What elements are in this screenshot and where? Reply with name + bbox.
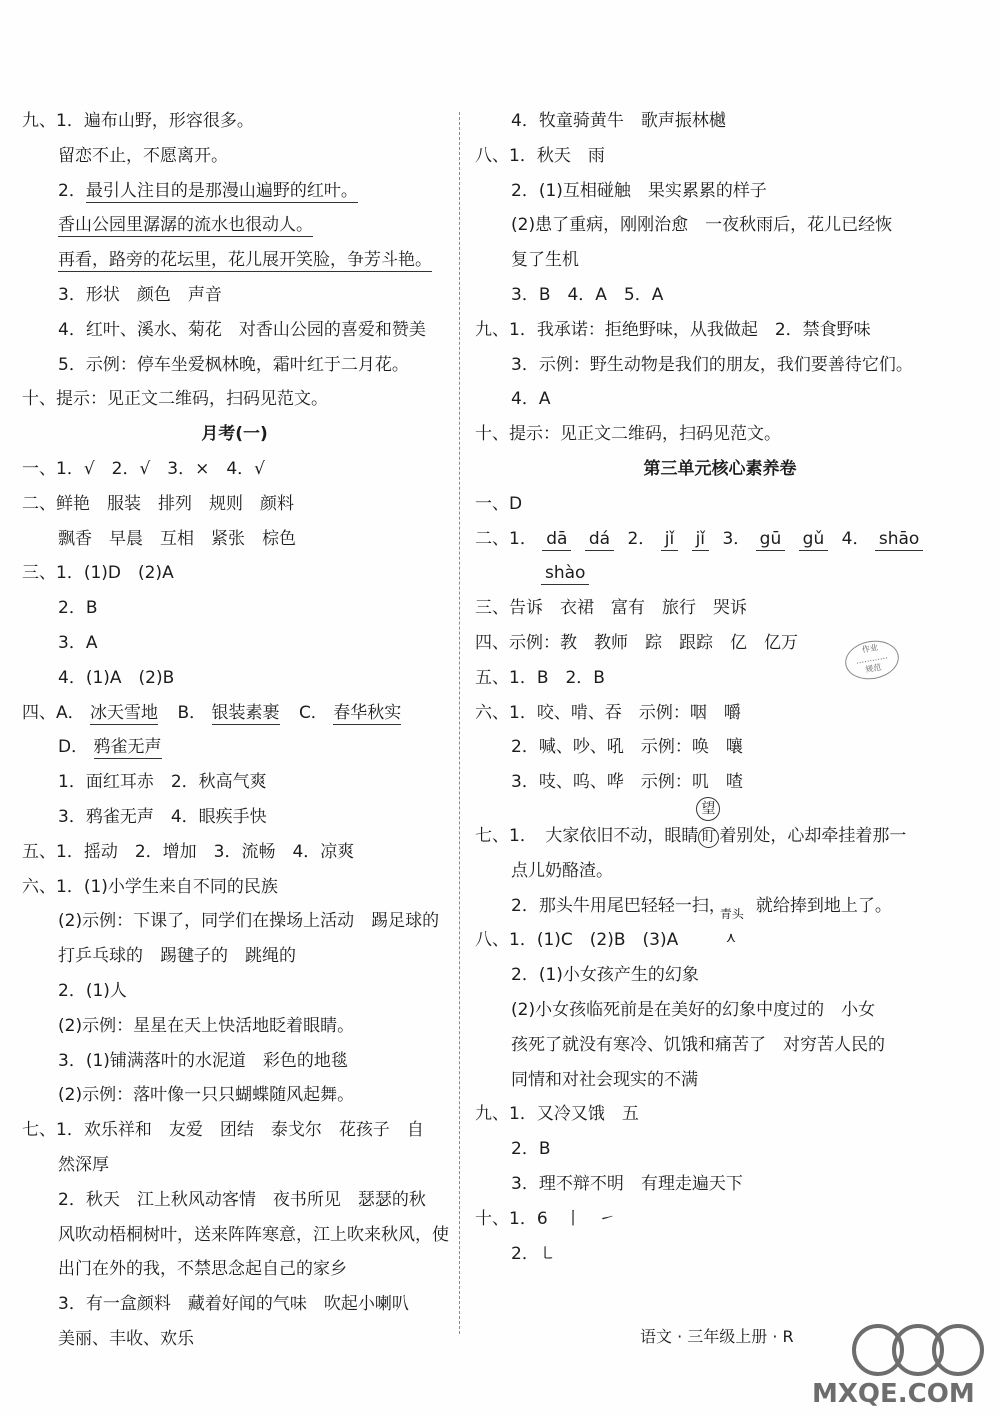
answer-line: 5．示例：停车坐爱枫林晚，霜叶红于二月花。 xyxy=(58,354,409,375)
answer-line: 3．鸦雀无声 4．眼疾手快 xyxy=(58,806,267,827)
answer-line: 五、1．B 2．B xyxy=(475,667,605,688)
answer-line: 九、1．又冷又饿 五 xyxy=(475,1104,639,1125)
section-title: 月考(一) xyxy=(201,424,268,445)
answer-line: 九、1．遍布山野，形容很多。 xyxy=(22,111,254,131)
answer-line: 八、1．(1)C (2)B (3)A xyxy=(475,930,679,951)
pinyin-answer: jǐ xyxy=(661,529,678,551)
answer-line: 2．B xyxy=(511,1139,551,1160)
answer-line: 4．红叶、溪水、菊花 对香山公园的喜爱和赞美 xyxy=(58,319,426,340)
correction-char: 望 xyxy=(696,797,720,821)
answer-line: 美丽、丰收、欢乐 xyxy=(58,1328,194,1349)
sentence-text: 就给捧到地上了。 xyxy=(755,895,892,916)
inserted-chars: 青头 xyxy=(719,906,744,921)
answer-line xyxy=(22,243,447,278)
answer-line xyxy=(22,730,447,765)
right-column xyxy=(475,104,965,1271)
sentence-text: 2．那头牛用尾巴轻轻一扫， xyxy=(511,895,726,916)
underlined-answer: 再看，路旁的花坛里，花儿展开笑脸，争芳斗艳。 xyxy=(58,250,432,271)
option-label: B． xyxy=(177,702,207,723)
answer-line xyxy=(22,208,447,243)
answer-line: 点儿奶酪渣。 xyxy=(511,860,613,881)
left-column xyxy=(22,104,447,1357)
answer-line: 七、1．欢乐祥和 友爱 团结 泰戈尔 花孩子 自 xyxy=(22,1120,424,1141)
answer-line: 3．B 4．A 5．A xyxy=(511,284,664,305)
answer-line: 三、1．(1)D (2)A xyxy=(22,563,174,584)
answer-line: 3．A xyxy=(58,632,98,653)
pinyin-answer: shào xyxy=(541,563,589,585)
answer-line: 飘香 早晨 互相 紧张 棕色 xyxy=(58,528,296,549)
answer-line: 九、1．我承诺：拒绝野味，从我做起 2．禁食野味 xyxy=(475,319,871,340)
answer-line: 三、告诉 衣裙 富有 旅行 哭诉 xyxy=(475,598,747,619)
answer-line: (2)示例：星星在天上快活地眨着眼睛。 xyxy=(58,1015,355,1036)
answer-line: 4．牧童骑黄牛 歌声振林樾 xyxy=(511,111,726,131)
answer-line: 复了生机 xyxy=(511,250,579,271)
answer-line: 十、提示：见正文二维码，扫码见范文。 xyxy=(22,389,328,410)
answer-line: 六、1．(1)小学生来自不同的民族 xyxy=(22,876,278,897)
answer-line: 2．喊、吵、吼 示例：唤 嚷 xyxy=(511,737,743,758)
item-number: 2． xyxy=(58,180,86,201)
answer-line: 4．(1)A (2)B xyxy=(58,667,175,688)
answer-line: 2．秋天 江上秋风动客情 夜书所见 瑟瑟的秋 xyxy=(58,1189,426,1210)
sentence-text: 七、1． 大家依旧不动，眼睛 xyxy=(475,825,699,846)
answer-line: 然深厚 xyxy=(58,1154,109,1175)
option-label: 四、A． xyxy=(22,702,85,723)
answer-line: 十、1．6 丨 ㇀ xyxy=(475,1208,616,1229)
answer-line: 3．理不辩不明 有理走遍天下 xyxy=(511,1173,743,1194)
answer-line: 孩死了就没有寒冷、饥饿和痛苦了 对穷苦人民的 xyxy=(511,1034,885,1055)
underlined-answer: 最引人注目的是那漫山遍野的红叶。 xyxy=(85,180,358,201)
answer-line: (2)示例：落叶像一只只蝴蝶随风起舞。 xyxy=(58,1085,355,1106)
correction-mark xyxy=(698,800,719,854)
answer-line: 2．(1)人 xyxy=(58,980,127,1001)
item-number: 2． xyxy=(627,528,656,549)
answer-line: 2．(1)小女孩产生的幻象 xyxy=(511,965,699,986)
answer-line: 3．有一盒颜料 藏着好闻的气味 吹起小喇叭 xyxy=(58,1294,409,1315)
answer-line: 3．(1)铺满落叶的水泥道 彩色的地毯 xyxy=(58,1050,348,1071)
underlined-answer: 鸦雀无声 xyxy=(93,737,162,758)
underlined-answer: 春华秋实 xyxy=(333,702,402,723)
item-number: 二、1． xyxy=(475,528,537,549)
answer-line: 2．(1)互相碰触 果实累累的样子 xyxy=(511,180,767,201)
svg-text:MXQE.COM: MXQE.COM xyxy=(812,1379,975,1409)
pinyin-answer: dā xyxy=(542,529,571,551)
page-footer: 语文 · 三年级上册 · R xyxy=(640,1327,794,1346)
column-divider xyxy=(459,112,460,1334)
answer-line: 风吹动梧桐树叶，送来阵阵寒意，江上吹来秋风，使 xyxy=(58,1224,449,1245)
answer-line: 3．形状 颜色 声音 xyxy=(58,284,222,305)
answer-line: 留恋不止，不愿离开。 xyxy=(58,145,228,166)
section-title: 第三单元核心素养卷 xyxy=(643,458,797,479)
answer-line: 五、1．摇动 2．增加 3．流畅 4．凉爽 xyxy=(22,841,355,862)
answer-line: 打乒乓球的 踢毽子的 跳绳的 xyxy=(58,946,296,967)
homework-stamp: 作业 ………… 规范 xyxy=(842,637,902,684)
answer-line: 四、示例：教 教师 踪 跟踪 亿 亿万 xyxy=(475,632,798,653)
answer-line xyxy=(22,174,447,209)
answer-line: 二、鲜艳 服装 排列 规则 颜料 xyxy=(22,493,294,514)
watermark-logo xyxy=(800,1322,990,1412)
answer-line: (2)患了重病，刚刚治愈 一夜秋雨后，花儿已经恢 xyxy=(511,215,893,236)
answer-line: 1．面红耳赤 2．秋高气爽 xyxy=(58,772,267,793)
pinyin-answer: dá xyxy=(585,529,614,551)
underlined-answer: 银装素裹 xyxy=(211,702,280,723)
pinyin-line xyxy=(475,556,965,591)
item-number: 3． xyxy=(722,528,751,549)
answer-line xyxy=(475,800,965,854)
answer-line: 出门在外的我，不禁思念起自己的家乡 xyxy=(58,1259,347,1280)
pinyin-answer: jǐ xyxy=(692,529,709,551)
pinyin-answer: gǔ xyxy=(799,529,829,551)
answer-line: 2．B xyxy=(58,598,98,619)
answer-line: 4．A xyxy=(511,389,551,410)
sentence-text: 着别处，心却牵挂着那一 xyxy=(719,825,907,846)
item-number: 4． xyxy=(841,528,870,549)
answer-line: 六、1．咬、啃、吞 示例：咽 嚼 xyxy=(475,702,741,723)
option-label: C． xyxy=(298,702,328,723)
answer-line: 3．示例：野生动物是我们的朋友，我们要善待它们。 xyxy=(511,354,913,375)
answer-line: 3．吱、呜、哗 示例：叽 喳 xyxy=(511,772,743,793)
underlined-answer: 冰天雪地 xyxy=(90,702,159,723)
answer-line: 八、1．秋天 雨 xyxy=(475,145,605,166)
answer-line: (2)小女孩临死前是在美好的幻象中度过的 小女 xyxy=(511,999,876,1020)
answer-line: 一、D xyxy=(475,493,523,514)
circled-char: 盯 xyxy=(698,827,719,848)
option-label: D． xyxy=(58,737,89,758)
answer-line: 一、1．√ 2．√ 3．× 4．√ xyxy=(22,458,266,479)
pinyin-line xyxy=(475,522,965,557)
answer-line: (2)示例：下课了，同学们在操场上活动 踢足球的 xyxy=(58,911,440,932)
answer-line: 2．㇄ xyxy=(511,1243,556,1264)
answer-line: 同情和对社会现实的不满 xyxy=(511,1069,698,1090)
answer-line: 十、提示：见正文二维码，扫码见范文。 xyxy=(475,424,781,445)
answer-line xyxy=(22,696,447,731)
pinyin-answer: gū xyxy=(756,529,786,551)
pinyin-answer: shāo xyxy=(875,529,923,551)
caret-icon: ⋏ xyxy=(725,929,737,946)
underlined-answer: 香山公园里潺潺的流水也很动人。 xyxy=(58,215,313,236)
